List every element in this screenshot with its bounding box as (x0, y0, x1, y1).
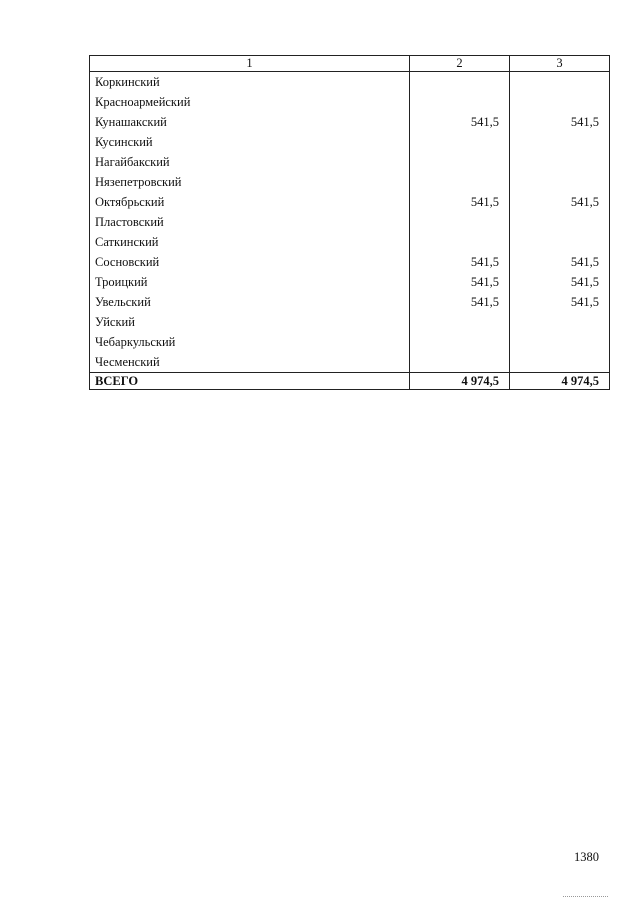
row-col-2 (410, 172, 510, 192)
row-col-3 (510, 132, 610, 152)
table-row (90, 132, 610, 152)
row-col-3 (510, 232, 610, 252)
row-name: Сосновский (90, 252, 410, 272)
row-col-3 (510, 152, 610, 172)
row-col-3 (510, 352, 610, 373)
row-col-2 (410, 312, 510, 332)
row-col-2 (410, 72, 510, 93)
row-col-2 (410, 332, 510, 352)
row-name: Чебаркульский (90, 332, 410, 352)
row-col-3: 541,5 (510, 252, 610, 272)
table-row (90, 312, 610, 332)
row-col-2 (410, 92, 510, 112)
row-name: Чесменский (90, 352, 410, 373)
header-col-2: 2 (410, 56, 510, 72)
table-row (90, 292, 610, 312)
row-col-2 (410, 212, 510, 232)
row-col-2 (410, 232, 510, 252)
row-name: Кусинский (90, 132, 410, 152)
row-name: Октябрьский (90, 192, 410, 212)
table-row (90, 172, 610, 192)
row-name: Нагайбакский (90, 152, 410, 172)
row-col-2: 541,5 (410, 192, 510, 212)
table-row (90, 272, 610, 292)
table-row (90, 72, 610, 93)
header-col-3: 3 (510, 56, 610, 72)
total-row (90, 373, 610, 390)
total-col-2: 4 974,5 (410, 373, 510, 390)
row-col-3 (510, 92, 610, 112)
table-row (90, 112, 610, 132)
row-col-2: 541,5 (410, 252, 510, 272)
row-col-3: 541,5 (510, 112, 610, 132)
table-row (90, 92, 610, 112)
table-row (90, 252, 610, 272)
row-name: Пластовский (90, 212, 410, 232)
row-col-3 (510, 212, 610, 232)
table-row (90, 352, 610, 373)
row-name: Коркинский (90, 72, 410, 93)
table-row (90, 212, 610, 232)
total-col-3: 4 974,5 (510, 373, 610, 390)
row-col-3 (510, 72, 610, 93)
header-row (90, 56, 610, 72)
row-col-3: 541,5 (510, 292, 610, 312)
row-col-2: 541,5 (410, 112, 510, 132)
table-row (90, 192, 610, 212)
row-name: Троицкий (90, 272, 410, 292)
budget-table (89, 55, 610, 390)
row-col-3 (510, 332, 610, 352)
row-col-2: 541,5 (410, 272, 510, 292)
row-col-2 (410, 352, 510, 373)
table-row (90, 332, 610, 352)
row-col-2 (410, 152, 510, 172)
row-col-2 (410, 132, 510, 152)
row-name: Саткинский (90, 232, 410, 252)
page-number: 1380 (574, 850, 599, 864)
row-col-3 (510, 312, 610, 332)
row-name: Увельский (90, 292, 410, 312)
table-row (90, 152, 610, 172)
row-name: Красноармейский (90, 92, 410, 112)
row-name: Нязепетровский (90, 172, 410, 192)
row-col-2: 541,5 (410, 292, 510, 312)
table-row (90, 232, 610, 252)
footer-mark (563, 896, 608, 897)
row-name: Кунашакский (90, 112, 410, 132)
row-name: Уйский (90, 312, 410, 332)
row-col-3: 541,5 (510, 192, 610, 212)
total-label: ВСЕГО (90, 373, 410, 390)
row-col-3 (510, 172, 610, 192)
header-col-1: 1 (90, 56, 410, 72)
row-col-3: 541,5 (510, 272, 610, 292)
